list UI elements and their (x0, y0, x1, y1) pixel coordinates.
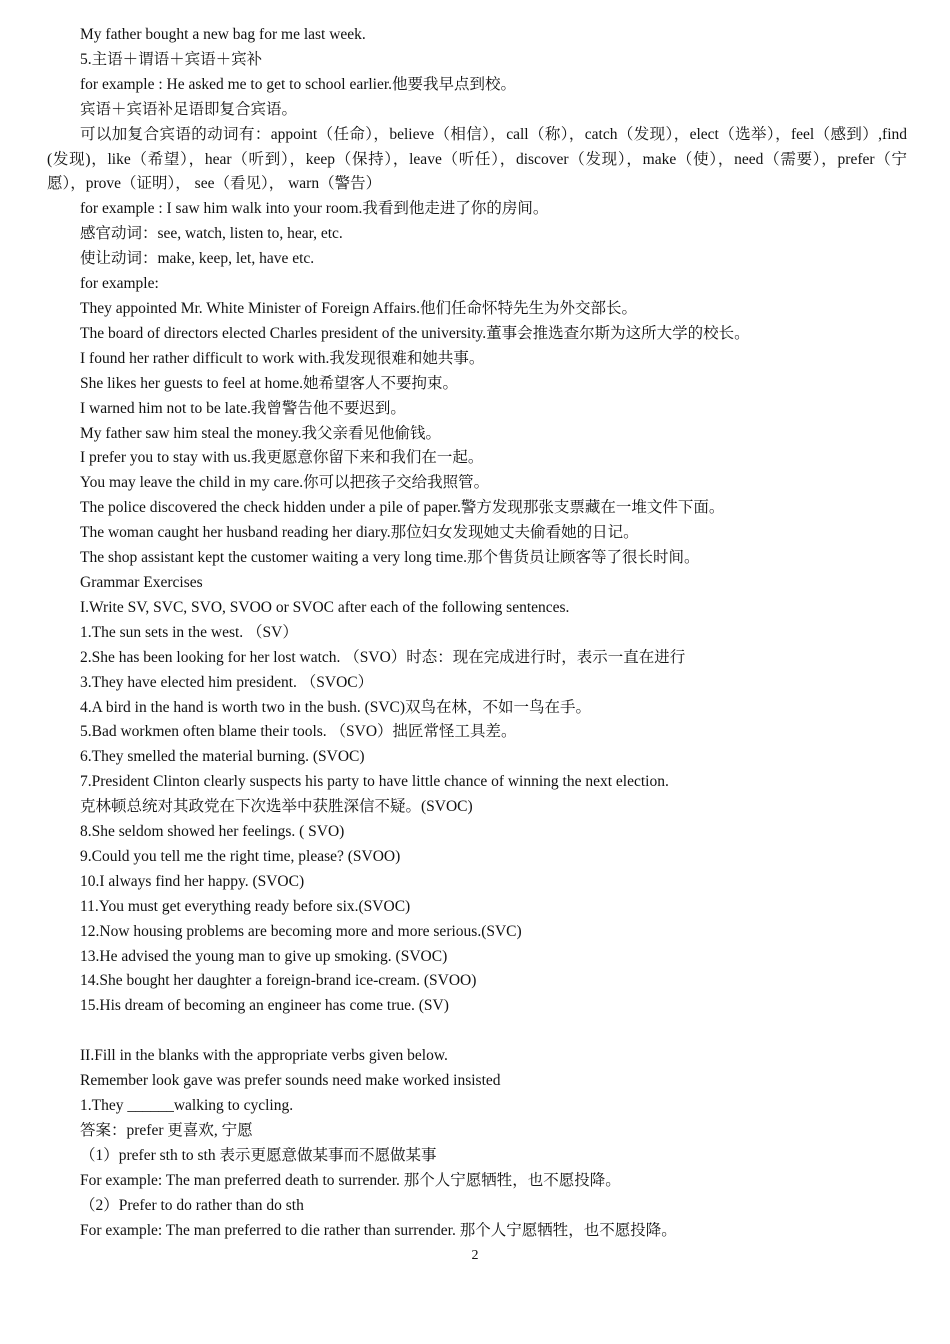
exercise-item: 4.A bird in the hand is worth two in the bush. (SVC)双鸟在林，不如一鸟在手。 (80, 698, 592, 716)
blank-line (47, 1019, 907, 1044)
example-sentence: My father saw him steal the money.我父亲看见他偷钱。 (80, 424, 442, 442)
example-sentence: They appointed Mr. White Minister of Foreign Affairs.他们任命怀特先生为外交部长。 (80, 300, 637, 318)
exercise-item: 6.They smelled the material burning. (SVOC) (80, 748, 365, 766)
exercise-item: 10.I always find her happy. (SVOC) (80, 872, 305, 890)
section-heading: 5.主语＋谓语＋宾语＋宾补 (80, 50, 263, 68)
exercise-item: 14.She bought her daughter a foreign-brand ice-cream. (SVOO) (80, 972, 477, 990)
section-heading: Grammar Exercises (80, 573, 203, 591)
example-sentence: The woman caught her husband reading her diary.那位妇女发现她丈夫偷看她的日记。 (80, 524, 639, 542)
exercise-item: 13.He advised the young man to give up smoking. (SVOC) (80, 947, 448, 965)
text-line: for example: (80, 275, 159, 293)
word-bank: Remember look gave was prefer sounds need make worked insisted (80, 1072, 501, 1090)
exercise-item: 克林顿总统对其政党在下次选举中获胜深信不疑。(SVOC) (80, 798, 473, 816)
exercise-item: 1.The sun sets in the west. （SV） (80, 623, 298, 641)
example-sentence: She likes her guests to feel at home.她希望客人不要拘束。 (80, 374, 458, 392)
exercise-item: 5.Bad workmen often blame their tools. （SVO）拙匠常怪工具差。 (80, 723, 517, 741)
exercise-item: 3.They have elected him president. （SVOC） (80, 673, 374, 691)
text-line: for example : He asked me to get to school earlier.他要我早点到校。 (80, 75, 517, 93)
usage-note: （2）Prefer to do rather than do sth (80, 1196, 304, 1214)
text-line: 感官动词：see, watch, listen to, hear, etc. (80, 225, 343, 243)
page-number: 2 (471, 1248, 479, 1263)
exercise-item: 15.His dream of becoming an engineer has come true. (SV) (80, 997, 449, 1015)
usage-note: （1）prefer sth to sth 表示更愿意做某事而不愿做某事 (80, 1146, 437, 1164)
exercise-instruction: II.Fill in the blanks with the appropriate verbs given below. (80, 1047, 448, 1065)
text-line: My father bought a new bag for me last week. (80, 26, 366, 43)
text-line: for example : I saw him walk into your room.我看到他走进了你的房间。 (80, 200, 549, 218)
example-sentence: The shop assistant kept the customer waiting a very long time.那个售货员让顾客等了很长时间。 (80, 549, 700, 567)
exercise-item: 11.You must get everything ready before six.(SVOC) (80, 897, 411, 915)
text-line: 宾语＋宾语补足语即复合宾语。 (80, 100, 298, 118)
example-sentence: The board of directors elected Charles president of the university.董事会推选查尔斯为这所大学的校长。 (80, 324, 750, 342)
example-sentence: I warned him not to be late.我曾警告他不要迟到。 (80, 399, 406, 417)
exercise-instruction: I.Write SV, SVC, SVO, SVOO or SVOC after each of the following sentences. (80, 598, 570, 616)
text-line: 使让动词：make, keep, let, have etc. (80, 250, 315, 268)
exercise-item: 2.She has been looking for her lost watch. （SVO）时态：现在完成进行时，表示一直在进行 (80, 648, 686, 666)
answer-line: 答案：prefer 更喜欢, 宁愿 (80, 1121, 253, 1139)
exercise-item: 1.They ______walking to cycling. (80, 1097, 294, 1115)
example-sentence: I found her rather difficult to work with.我发现很难和她共事。 (80, 349, 485, 367)
example-sentence: The police discovered the check hidden under a pile of paper.警方发现那张支票藏在一堆文件下面。 (80, 499, 725, 517)
exercise-item: 12.Now housing problems are becoming more and more serious.(SVC) (80, 922, 522, 940)
example-sentence: I prefer you to stay with us.我更愿意你留下来和我们在一起。 (80, 449, 484, 467)
exercise-item: 7.President Clinton clearly suspects his party to have little chance of winning the next election. (80, 773, 669, 791)
example-sentence: For example: The man preferred death to surrender. 那个人宁愿牺牲，也不愿投降。 (80, 1171, 621, 1189)
example-sentence: You may leave the child in my care.你可以把孩子交给我照管。 (80, 474, 490, 492)
exercise-item: 9.Could you tell me the right time, please? (SVOO) (80, 847, 401, 865)
verbs-paragraph: 可以加复合宾语的动词有：appoint（任命），believe（相信），call（称），catch（发现），elect（选举），feel（感到）,find (发现)，like（希望），hear（听到），keep（保持），leave（听任），discover（发现），make（使），need（需要），prefer（宁愿），prove（证明）， see（看见）， warn（警告） (47, 125, 907, 193)
document-body (47, 23, 907, 1243)
example-sentence: For example: The man preferred to die rather than surrender. 那个人宁愿牺牲，也不愿投降。 (80, 1221, 677, 1239)
exercise-item: 8.She seldom showed her feelings. ( SVO) (80, 823, 345, 841)
